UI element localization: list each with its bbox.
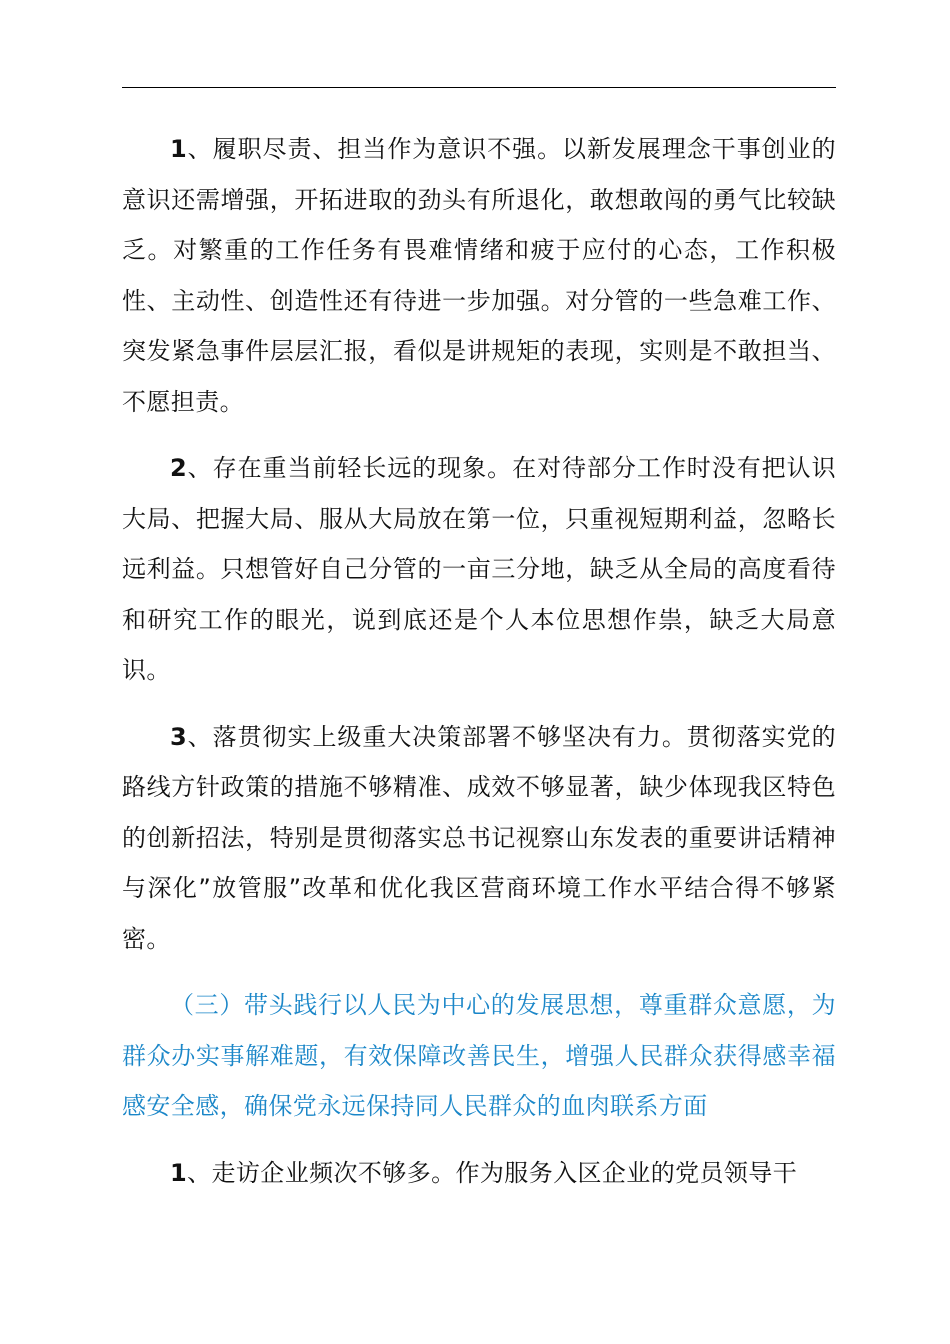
paragraph-number: 3 — [170, 722, 188, 751]
paragraph-text: 、走访企业频次不够多。作为服务入区企业的党员领导干 — [187, 1158, 798, 1187]
section-heading: （三）带头践行以人民为中心的发展思想，尊重群众意愿，为群众办实事解难题，有效保障改善民生，增强人民群众获得感幸福感安全感，确保党永远保持同人民群众的血肉联系方面 — [122, 991, 836, 1120]
paragraph-text: 、落贯彻实上级重大决策部署不够坚决有力。贯彻落实党的路线方针政策的措施不够精准、成效不够显著，缺少体现我区特色的创新招法，特别是贯彻落实总书记视察山东发表的重要讲话精神与深化”放管服”改革和优化我区营商环境工作水平结合得不够紧密。 — [122, 722, 836, 953]
paragraph-text: 、存在重当前轻长远的现象。在对待部分工作时没有把认识大局、把握大局、服从大局放在第一位，只重视短期利益，忽略长远利益。只想管好自己分管的一亩三分地，缺乏从全局的高度看待和研究工作的眼光，说到底还是个人本位思想作祟，缺乏大局意识。 — [122, 454, 836, 684]
paragraph-2 — [122, 443, 836, 696]
paragraph-number: 2 — [170, 454, 188, 482]
paragraph-final — [122, 1148, 836, 1199]
paragraph-number: 1 — [170, 135, 188, 163]
paragraph-text: 、履职尽责、担当作为意识不强。以新发展理念干事创业的意识还需增强，开拓进取的劲头有所退化，敢想敢闯的勇气比较缺乏。对繁重的工作任务有畏难情绪和疲于应付的心态，工作积极性、主动性、创造性还有待进一步加强。对分管的一些急难工作、突发紧急事件层层汇报，看似是讲规矩的表现，实则是不敢担当、不愿担责。 — [122, 135, 836, 416]
paragraph-1 — [122, 124, 836, 427]
header-rule — [122, 87, 836, 88]
paragraph-3 — [122, 712, 836, 965]
paragraph-number: 1 — [170, 1158, 188, 1187]
document-body — [122, 124, 836, 1214]
